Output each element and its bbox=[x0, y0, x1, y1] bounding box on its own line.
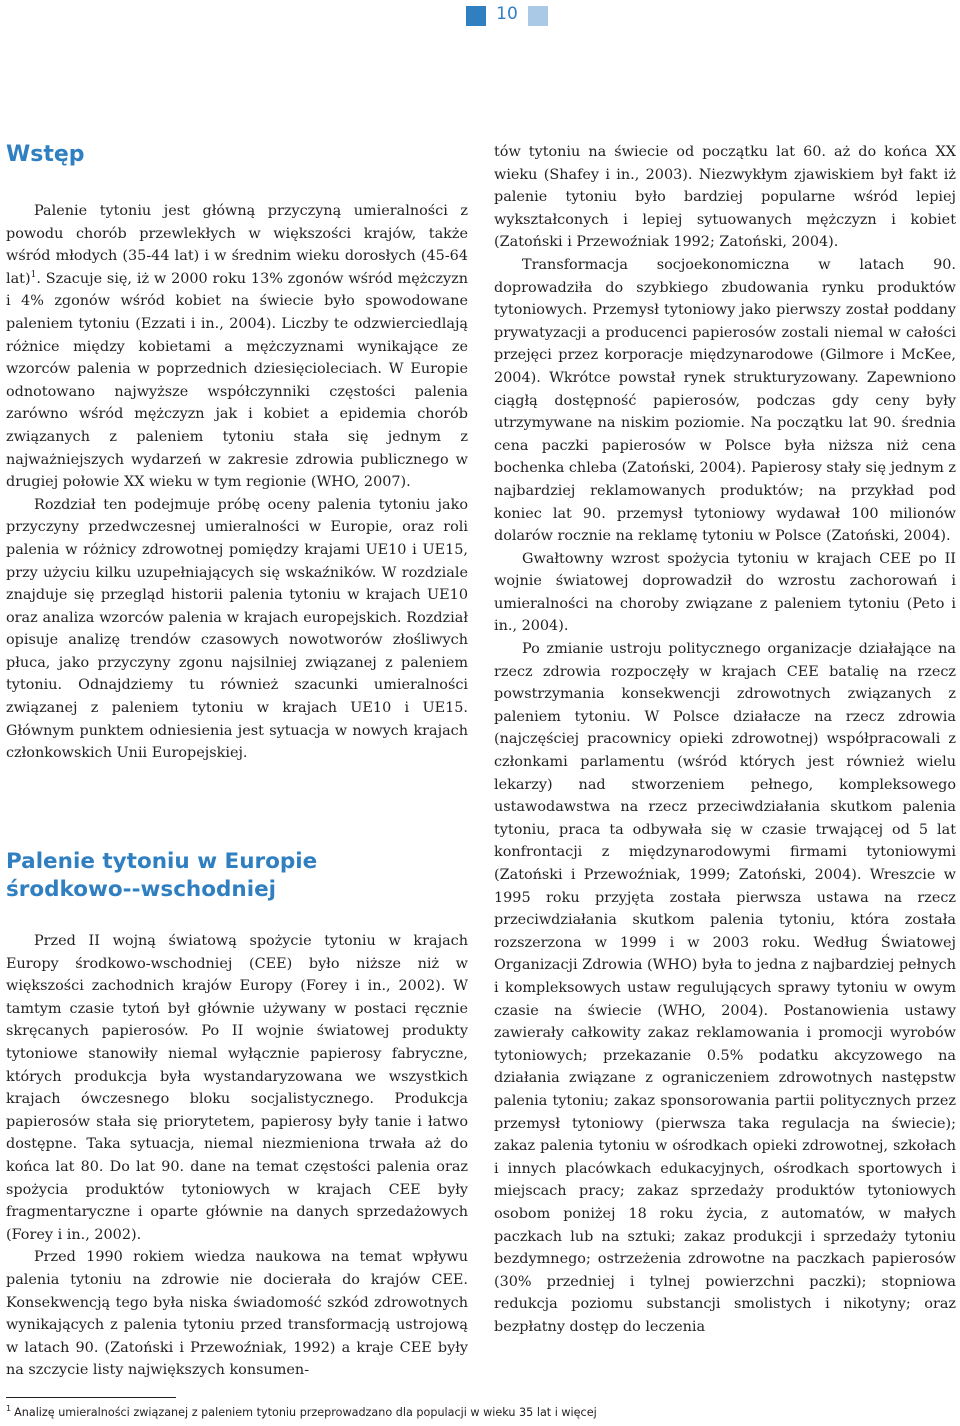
page-header bbox=[0, 6, 960, 32]
footnote bbox=[6, 1406, 597, 1419]
right-paragraph-2: Transformacja socjoekonomiczna w latach 90. doprowadziła do szybkiego zbudowania rynku produktów tytoniowych. Przemysł tytoniowy jako pierwszy został poddany prywatyzacji a producenci papierosów zostali niemal w całości przejęci przez korporacje międzynarodowe (Gilmore i McKee, 2004). Wkrótce powstał rynek strukturyzowany. Zapewniono ciągłą dostępność papierosów, podczas gdy ceny były utrzymywane na niskim poziomie. Na początku lat 90. średnia cena paczki papierosów w Polsce była niższa niż cena bochenka chleba (Zatoński, 2004). Papierosy stały się jednym z najbardziej reklamowanych produktów; na przykład pod koniec lat 90. przemysł tytoniowy wydawał 100 milionów dolarów rocznie na reklamę tytoniu w Polsce (Zatoński, 2004). bbox=[494, 256, 956, 545]
intro-paragraph-2: Rozdział ten podejmuje próbę oceny palenia tytoniu jako przyczyny przedwczesnej umieralności w Europie, oraz roli palenia w różnicy zdrowotnej pomiędzy krajami UE10 i UE15, przy użyciu kilku uzupełniających się wskaźników. W rozdziale znajduje się przegląd historii palenia tytoniu w krajach UE10 oraz analiza wzorców palenia w krajach europejskich. Rozdział opisuje analizę trendów czasowych nowotworów złośliwych płuca, jako przyczyny zgonu najsilniej związanej z paleniem tytoniu. Odnajdziemy tu również szacunki umieralności związanej z paleniem tytoniu w krajach UE10 i UE15. Głównym punktem odniesienia jest sytuacja w nowych krajach członkowskich Unii Europejskiej. bbox=[6, 496, 468, 762]
header-accent-square-left bbox=[466, 6, 486, 26]
footnote-text: Analizę umieralności związanej z paleniem tytoniu przeprowadzano dla populacji w wieku 35 lat i więcej bbox=[14, 1406, 597, 1419]
heading-intro: Wstęp bbox=[6, 142, 85, 167]
right-paragraph-1: tów tytoniu na świecie od początku lat 60. aż do końca XX wieku (Shafey i in., 2003). Niezwykłym zjawiskiem był fakt iż palenie tytoniu było bardziej popularne wśród lepiej wykształconych i lepiej sytuowanych mężczyzn i kobiet (Zatoński i Przewoźniak 1992; Zatoński, 2004). bbox=[494, 144, 956, 251]
intro-paragraph-1-text-b: . Szacuje się, iż w 2000 roku 13% zgonów wśród mężczyzn i 4% zgonów wśród kobiet na świecie było spowodowane paleniem tytoniu (Ezzati i in., 2004). Liczby te odzwierciedlają różnice między kobietami a mężczyznami wynikające ze wzorców palenia w poprzednich dziesięcioleciach. W Europie odnotowano najwyższe współczynniki częstości palenia zarówno wśród mężczyzn jak i kobiet a epidemia chorób związanych z paleniem tytoniu stała się jednym z najważniejszych wydarzeń w zakresie zdrowia publicznego w drugiej połowie XX wieku w tym regionie (WHO, 2007). bbox=[6, 270, 468, 491]
intro-paragraph-1 bbox=[6, 200, 468, 494]
page-number: 10 bbox=[496, 4, 518, 24]
footnote-mark: 1 bbox=[6, 1404, 12, 1414]
footnote-reference: 1 bbox=[30, 269, 37, 280]
right-paragraph-4: Po zmianie ustroju politycznego organizacje działające na rzecz zdrowia rozpoczęły w krajach CEE batalię na rzecz powstrzymania konsekwencji zdrowotnych związanych z paleniem tytoniu. W Polsce działacze na rzecz zdrowia (najczęściej pracownicy opieki zdrowotnej) współpracowali z członkami parlamentu (wśród których jest również wielu lekarzy) nad stworzeniem pełnego, kompleksowego ustawodawstwa na rzecz przeciwdziałania skutkom palenia tytoniu, praca ta odbywała się w czasie trwającej od 5 lat konfrontacji z międzynarodowymi firmami tytoniowymi (Zatoński i Przewoźniak, 1999; Zatoński, 2004). Wreszcie w 1995 roku przyjęta została pierwsza ustawa na rzecz przeciwdziałania skutkom palenia tytoniu, która została rozszerzona w 1999 i w 2003 roku. Według Światowej Organizacji Zdrowia (WHO) była to jedna z najbardziej pełnych i kompleksowych ustaw regulujących sprawy tytoniu w owym czasie na świecie (WHO, 2004). Postanowienia ustawy zawierały całkowity zakaz reklamowania i promocji wyrobów tytoniowych; przekazanie 0.5% podatku akcyzowego na działania związane z ograniczeniem zdrowotnych następstw palenia tytoniu; zakaz sponsorowania partii politycznych przez przemysł tytoniowy (pierwsza taka regulacja na świecie); zakaz palenia tytoniu w ośrodkach opieki zdrowotnej, szkołach i innych placówkach edukacyjnych, ośrodkach sportowych i miejscach pracy; zakaz sprzedaży produktów tytoniowych osobom poniżej 18 roku życia, z automatów, w małych paczkach lub na sztuki; zakaz produkcji i sprzedaży tytoniu bezdymnego; ostrzeżenia zdrowotne na paczkach papierosów (30% przedniej i tylnej powierzchni paczki); stopniowa redukcja poziomu substancji smolistych i nikotyny; oraz bezpłatny dostęp do leczenia bbox=[494, 641, 956, 1335]
footnote-divider bbox=[6, 1397, 176, 1398]
heading-cee: Palenie tytoniu w Europie środkowo--wschodniej bbox=[6, 849, 318, 902]
cee-paragraph-2: Przed 1990 rokiem wiedza naukowa na temat wpływu palenia tytoniu na zdrowie nie docierała do krajów CEE. Konsekwencją tego była niska świadomość szkód zdrowotnych wynikających z palenia tytoniu przed transformacją ustrojową w latach 90. (Zatoński i Przewoźniak, 1992) a kraje CEE były na szczycie listy największych konsumen- bbox=[6, 1249, 468, 1379]
header-accent-square-right bbox=[528, 6, 548, 26]
right-paragraph-3: Gwałtowny wzrost spożycia tytoniu w krajach CEE po II wojnie światowej doprowadził do wzrostu zachorowań i umieralności na choroby związane z paleniem tytoniu (Peto i in., 2004). bbox=[494, 550, 956, 635]
cee-paragraph-1: Przed II wojną światową spożycie tytoniu w krajach Europy środkowo-wschodniej (CEE) było niższe niż w większości zachodnich krajów Europy (Forey i in., 2002). W tamtym czasie tytoń był głównie używany w postaci ręcznie skręcanych papierosów. Po II wojnie światowej produkty tytoniowe stanowiły niemal wyłącznie papierosy fabryczne, których produkcja była wystandaryzowana we wszystkich krajach ówczesnego bloku socjalistycznego. Produkcja papierosów stała się priorytetem, papierosy były tanie i łatwo dostępne. Taka sytuacja, niemal niezmieniona trwała aż do końca lat 80. Do lat 90. dane na temat częstości palenia oraz spożycia produktów tytoniowych w krajach CEE były fragmentaryczne i oparte głównie na danych sprzedażowych (Forey i in., 2002). bbox=[6, 933, 468, 1243]
intro-paragraph-1-text-a: Palenie tytoniu jest główną przyczyną umieralności z powodu chorób przewlekłych w większości krajów, także wśród młodych (35-44 lat) i w średnim wieku dorosłych (45-64 lat) bbox=[6, 203, 468, 287]
